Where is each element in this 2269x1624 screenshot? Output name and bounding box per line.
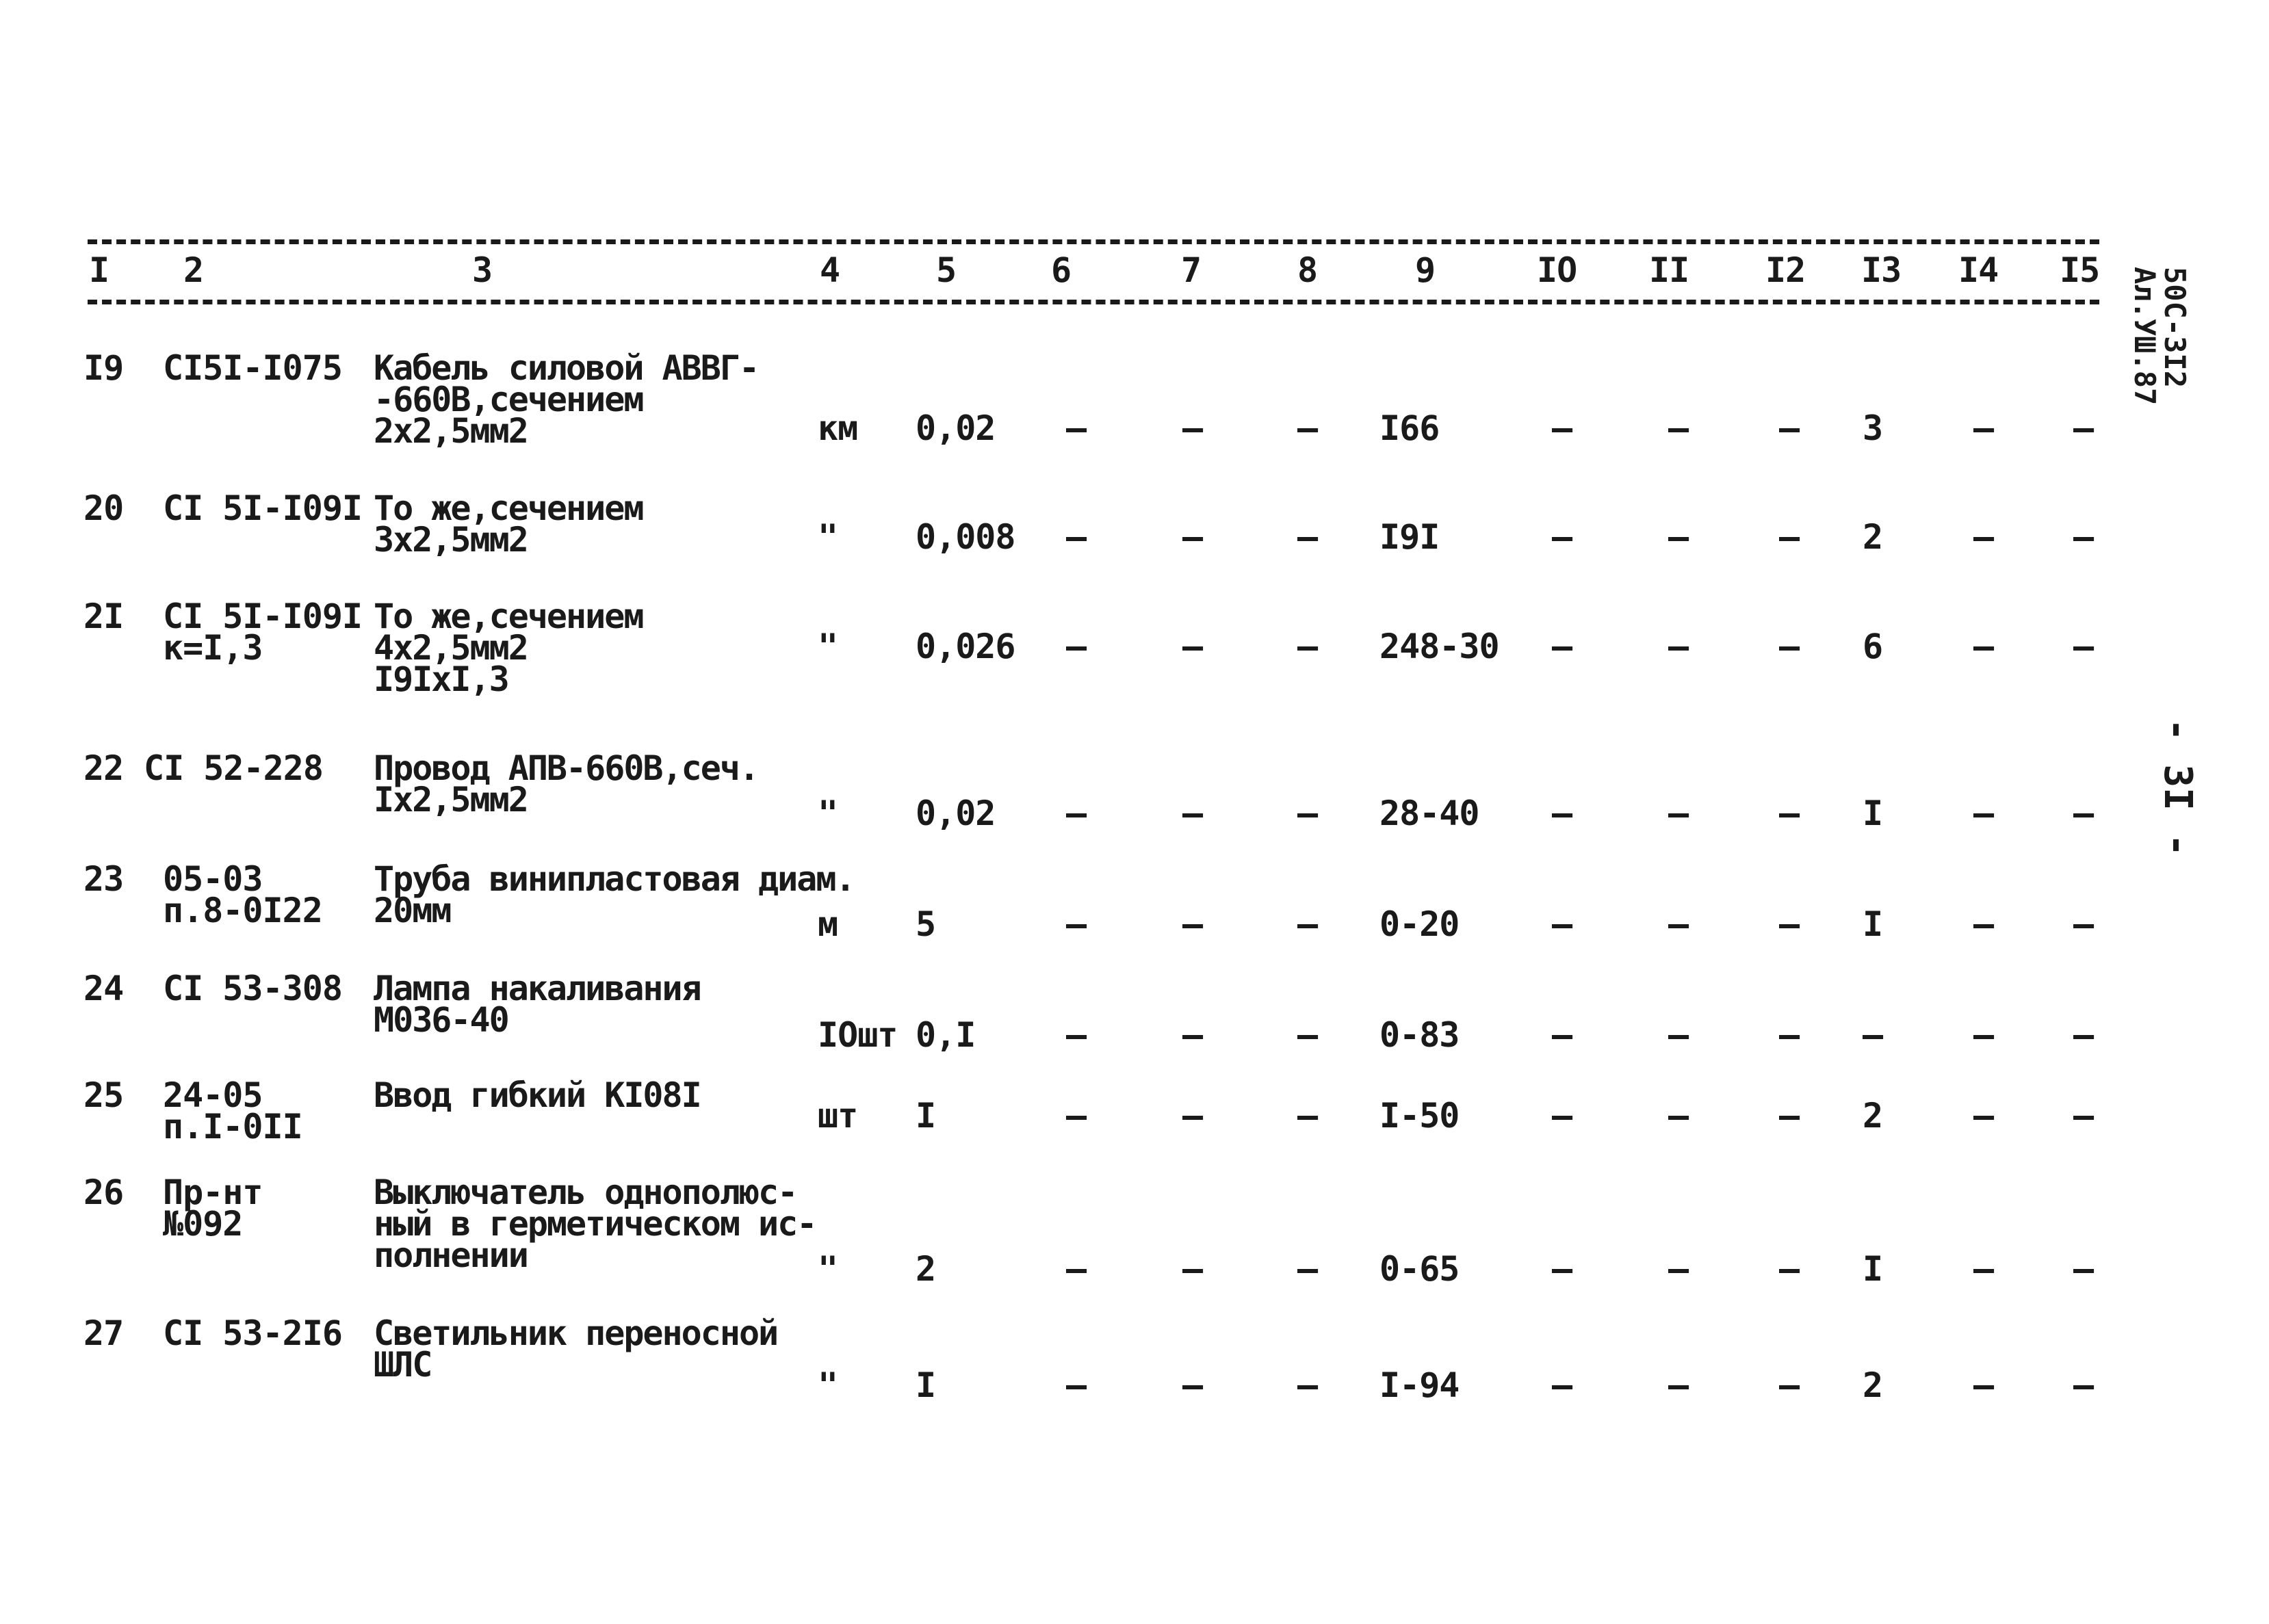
cell-c8: –	[1297, 1096, 1318, 1136]
cell-c9: I9I	[1379, 517, 1440, 557]
cell-code: CI5I-I075	[163, 348, 342, 388]
cell-n: 25	[83, 1075, 124, 1115]
header-top-rule	[88, 239, 2099, 244]
cell-c13: I	[1863, 794, 1883, 833]
cell-c15: –	[2073, 1365, 2094, 1405]
cell-n: I9	[83, 348, 124, 388]
cell-c10: –	[1552, 1015, 1572, 1055]
cell-c9: 0-65	[1379, 1249, 1460, 1289]
cell-c12: –	[1779, 904, 1800, 944]
cell-code: CI 5I-I09I к=I,3	[163, 597, 363, 668]
cell-c12: –	[1779, 1096, 1800, 1136]
cell-unit: "	[818, 1365, 838, 1405]
cell-c6: –	[1066, 627, 1087, 666]
cell-n: 26	[83, 1173, 124, 1212]
cell-c9: I-94	[1379, 1365, 1460, 1405]
cell-c6: –	[1066, 1365, 1087, 1405]
cell-c9: 0-20	[1379, 904, 1460, 944]
cell-c11: –	[1668, 1249, 1689, 1289]
cell-c6: –	[1066, 1249, 1087, 1289]
cell-n: 2I	[83, 597, 124, 636]
column-header-14: I4	[1958, 250, 1999, 290]
cell-c14: –	[1973, 904, 1994, 944]
cell-unit: "	[818, 517, 838, 557]
cell-code: CI 53-308	[163, 969, 342, 1008]
cell-c10: –	[1552, 1249, 1572, 1289]
cell-c14: –	[1973, 1015, 1994, 1055]
cell-c6: –	[1066, 1015, 1087, 1055]
cell-desc: Труба винипластовая диам. 20мм	[374, 859, 855, 930]
cell-unit: км	[818, 408, 858, 448]
column-header-13: I3	[1861, 250, 1902, 290]
column-header-2: 2	[183, 250, 204, 290]
cell-c11: –	[1668, 1015, 1689, 1055]
cell-c10: –	[1552, 904, 1572, 944]
column-header-3: 3	[472, 250, 493, 290]
cell-n: 24	[83, 969, 124, 1008]
column-header-10: IO	[1537, 250, 1577, 290]
cell-c5: 0,I	[916, 1015, 976, 1055]
cell-c15: –	[2073, 627, 2094, 666]
cell-c13: 2	[1863, 1365, 1883, 1405]
cell-desc: То же,сечением 4х2,5мм2 I9IхI,3	[374, 597, 643, 699]
column-header-6: 6	[1051, 250, 1072, 290]
cell-c13: 2	[1863, 1096, 1883, 1136]
cell-n: 20	[83, 488, 124, 528]
cell-c5: 0,026	[916, 627, 1015, 666]
cell-code: Пр-нт №092	[163, 1173, 263, 1244]
document-code: 50С-3I2 Ал.УШ.87	[2128, 267, 2192, 406]
cell-c13: I	[1863, 1249, 1883, 1289]
cell-c10: –	[1552, 794, 1572, 833]
cell-code: 05-03 п.8-0I22	[163, 859, 322, 930]
cell-c15: –	[2073, 517, 2094, 557]
column-header-5: 5	[936, 250, 957, 290]
cell-c13: 2	[1863, 517, 1883, 557]
column-header-15: I5	[2060, 250, 2100, 290]
cell-c14: –	[1973, 408, 1994, 448]
cell-c15: –	[2073, 1015, 2094, 1055]
cell-c10: –	[1552, 1365, 1572, 1405]
cell-c11: –	[1668, 627, 1689, 666]
column-header-8: 8	[1297, 250, 1318, 290]
cell-c7: –	[1182, 1015, 1203, 1055]
cell-c7: –	[1182, 794, 1203, 833]
cell-n: 27	[83, 1313, 124, 1353]
cell-c11: –	[1668, 904, 1689, 944]
page-number: - 3I -	[2155, 718, 2200, 857]
cell-c14: –	[1973, 1096, 1994, 1136]
cell-c12: –	[1779, 408, 1800, 448]
cell-c14: –	[1973, 517, 1994, 557]
cell-unit: "	[818, 627, 838, 666]
cell-c9: 28-40	[1379, 794, 1479, 833]
cell-c15: –	[2073, 1249, 2094, 1289]
cell-desc: Выключатель однополюс- ный в герметическом ис- полнении	[374, 1173, 816, 1275]
column-header-12: I2	[1765, 250, 1806, 290]
cell-c10: –	[1552, 408, 1572, 448]
cell-c6: –	[1066, 904, 1087, 944]
cell-c5: 0,02	[916, 408, 996, 448]
cell-c10: –	[1552, 1096, 1572, 1136]
cell-c6: –	[1066, 517, 1087, 557]
cell-c6: –	[1066, 1096, 1087, 1136]
cell-unit: "	[818, 794, 838, 833]
cell-desc: Ввод гибкий КI08I	[374, 1075, 701, 1115]
cell-c10: –	[1552, 517, 1572, 557]
column-header-7: 7	[1181, 250, 1202, 290]
cell-c15: –	[2073, 408, 2094, 448]
cell-c11: –	[1668, 408, 1689, 448]
cell-c15: –	[2073, 904, 2094, 944]
cell-c13: –	[1863, 1015, 1883, 1055]
cell-c12: –	[1779, 794, 1800, 833]
cell-c11: –	[1668, 517, 1689, 557]
cell-c15: –	[2073, 794, 2094, 833]
cell-c8: –	[1297, 1015, 1318, 1055]
cell-c11: –	[1668, 1365, 1689, 1405]
cell-c7: –	[1182, 627, 1203, 666]
cell-c8: –	[1297, 517, 1318, 557]
cell-desc: То же,сечением 3х2,5мм2	[374, 488, 643, 560]
cell-c13: 6	[1863, 627, 1883, 666]
cell-c5: I	[916, 1365, 936, 1405]
cell-c5: I	[916, 1096, 936, 1136]
cell-c6: –	[1066, 408, 1087, 448]
cell-desc: Кабель силовой АВВГ- -660В,сечением 2х2,5мм2	[374, 348, 759, 451]
cell-c5: 2	[916, 1249, 936, 1289]
cell-c11: –	[1668, 794, 1689, 833]
cell-c7: –	[1182, 904, 1203, 944]
cell-c12: –	[1779, 1015, 1800, 1055]
cell-c12: –	[1779, 627, 1800, 666]
cell-desc: Провод АПВ-660В,сеч. Iх2,5мм2	[374, 748, 759, 820]
cell-c12: –	[1779, 1249, 1800, 1289]
cell-c7: –	[1182, 1249, 1203, 1289]
cell-c5: 0,008	[916, 517, 1015, 557]
cell-code: CI 5I-I09I	[163, 488, 363, 528]
cell-code: 24-05 п.I-0II	[163, 1075, 302, 1147]
cell-c9: 248-30	[1379, 627, 1499, 666]
cell-c7: –	[1182, 517, 1203, 557]
cell-c5: 0,02	[916, 794, 996, 833]
cell-c11: –	[1668, 1096, 1689, 1136]
cell-c7: –	[1182, 408, 1203, 448]
cell-unit: шт	[818, 1096, 858, 1136]
column-header-4: 4	[820, 250, 840, 290]
cell-n: 22	[83, 748, 124, 788]
cell-c9: I66	[1379, 408, 1440, 448]
cell-c12: –	[1779, 1365, 1800, 1405]
cell-c13: I	[1863, 904, 1883, 944]
cell-c14: –	[1973, 627, 1994, 666]
cell-c8: –	[1297, 904, 1318, 944]
cell-c6: –	[1066, 794, 1087, 833]
cell-c8: –	[1297, 794, 1318, 833]
column-header-11: II	[1649, 250, 1689, 290]
cell-c8: –	[1297, 1249, 1318, 1289]
cell-code: CI 52-228	[144, 748, 323, 788]
cell-c9: I-50	[1379, 1096, 1460, 1136]
cell-n: 23	[83, 859, 124, 899]
header-bottom-rule	[88, 300, 2099, 304]
cell-c13: 3	[1863, 408, 1883, 448]
cell-c5: 5	[916, 904, 936, 944]
cell-c14: –	[1973, 794, 1994, 833]
cell-c7: –	[1182, 1365, 1203, 1405]
column-header-1: I	[89, 250, 109, 290]
cell-c8: –	[1297, 1365, 1318, 1405]
cell-c14: –	[1973, 1249, 1994, 1289]
cell-unit: "	[818, 1249, 838, 1289]
cell-c10: –	[1552, 627, 1572, 666]
cell-desc: Лампа накаливания М036-40	[374, 969, 701, 1040]
cell-unit: IОшт	[818, 1015, 898, 1055]
cell-c14: –	[1973, 1365, 1994, 1405]
cell-unit: м	[818, 904, 838, 944]
cell-c7: –	[1182, 1096, 1203, 1136]
cell-c9: 0-83	[1379, 1015, 1460, 1055]
cell-c15: –	[2073, 1096, 2094, 1136]
cell-c12: –	[1779, 517, 1800, 557]
cell-code: CI 53-2I6	[163, 1313, 342, 1353]
cell-c8: –	[1297, 627, 1318, 666]
cell-desc: Светильник переносной ШЛС	[374, 1313, 778, 1385]
column-header-9: 9	[1415, 250, 1436, 290]
cell-c8: –	[1297, 408, 1318, 448]
